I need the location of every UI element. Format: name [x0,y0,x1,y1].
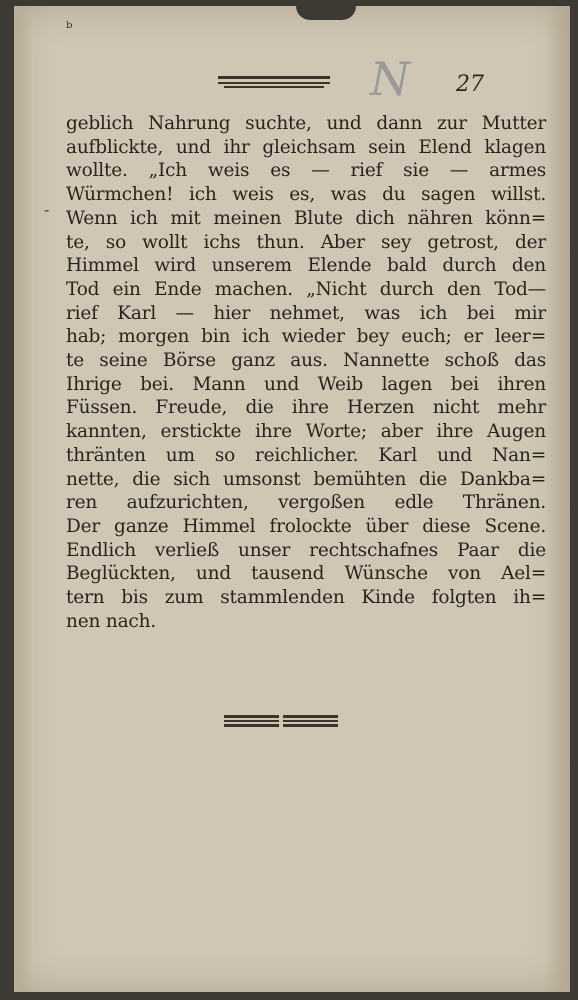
text-line: te, so wollt ichs thun. Aber sey getrost, der [66,231,546,253]
text-line: rief Karl — hier nehmet, was ich bei mir [66,302,546,324]
text-line: te seine Börse ganz aus. Nannette schoß das [66,350,546,372]
text-line: Ihrige bei. Mann und Weib lagen bei ihren [66,373,546,395]
margin-mark: - [44,200,50,219]
text-line: nette, die sich umsonst bemühten die Dankba= [66,468,546,490]
text-line: aufblickte, und ihr gleichsam sein Elend klagen [66,136,546,158]
text-line: Himmel wird unserem Elende bald durch den [66,255,546,277]
footer-ornament-rule [224,714,338,728]
text-line: Endlich verließ unser rechtschafnes Paar die [66,539,546,561]
library-shelf-mark: N [370,52,411,106]
page-number: 27 [456,72,484,97]
text-line: Wenn ich mit meinen Blute dich nähren könn= [66,207,546,229]
text-line: Füssen. Freude, die ihre Herzen nicht mehr [66,397,546,419]
text-line: Würmchen! ich weis es, was du sagen willst. [66,184,546,206]
book-page [14,6,570,992]
text-line: hab; morgen bin ich wieder bey euch; er leer= [66,326,546,348]
text-line: geblich Nahrung suchte, und dann zur Mutter [66,113,546,134]
header-ornament-rule [218,74,330,88]
text-line: Tod ein Ende machen. „Nicht durch den Tod— [66,278,546,300]
text-line: nen nach. [66,610,156,632]
text-line: wollte. „Ich weis es — rief sie — armes [66,160,546,182]
text-line: kannten, erstickte ihre Worte; aber ihre Augen [66,421,546,443]
text-line: tern bis zum stammlenden Kinde folgten ih= [66,587,546,609]
text-line: Beglückten, und tausend Wünsche von Ael= [66,563,546,585]
page-edge-notch [296,6,356,20]
text-line: Der ganze Himmel frolockte über diese Scene. [66,515,546,537]
binding-mark: ᵇ [66,18,73,37]
body-text [66,112,546,633]
text-line: thränten um so reichlicher. Karl und Nan= [66,444,546,466]
text-line: ren aufzurichten, vergoßen edle Thränen. [66,492,546,514]
